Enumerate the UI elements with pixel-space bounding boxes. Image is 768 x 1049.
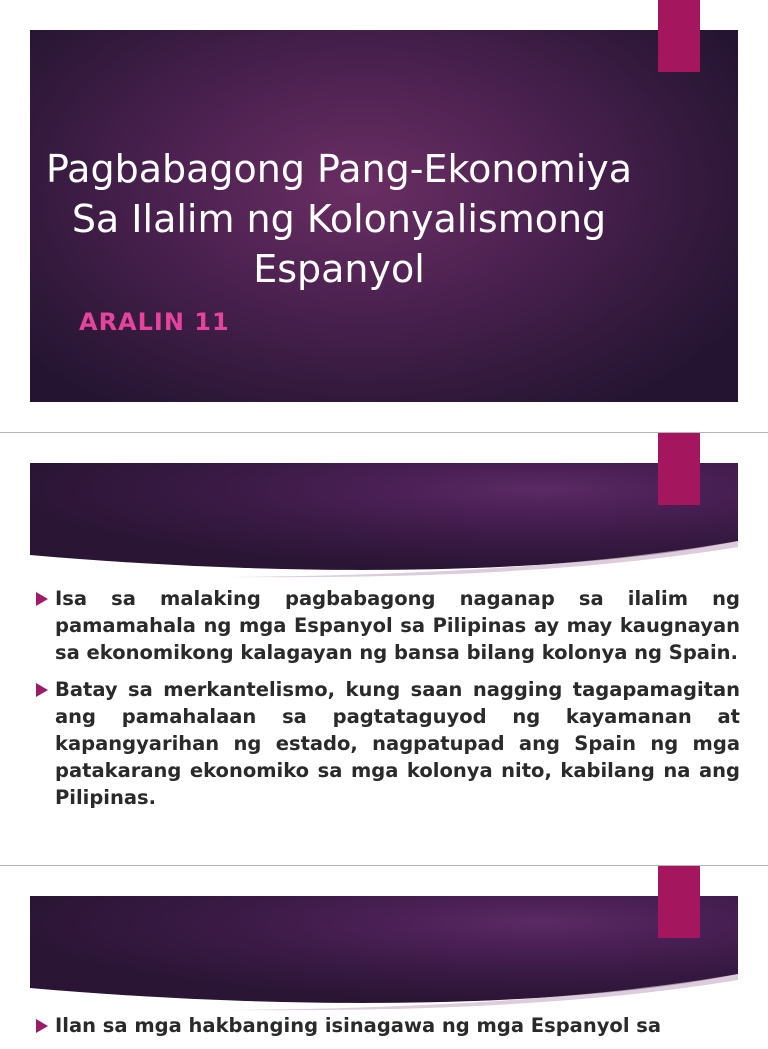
accent-tab — [658, 0, 700, 72]
bullet-item — [34, 585, 740, 666]
bullet-list — [34, 585, 740, 821]
slide-title: Pagbabagong Pang-Ekonomiya Sa Ilalim ng Kolonyalismong Espanyol — [45, 147, 633, 291]
content-slide-2 — [0, 866, 768, 1037]
title-slide — [0, 0, 768, 432]
bullet-item — [34, 1012, 740, 1039]
triangle-bullet-icon — [36, 1019, 48, 1033]
bullet-text: Batay sa merkantelismo, kung saan nagging tagapamagitan ang pamahalaan sa pagtataguyod ng kayamanan at kapangyarihan ng estado, nagpatupad ang Spain ng mga patakarang ekonomiko sa mga kolonya nito, kabilang na ang Pilipinas. — [55, 678, 740, 809]
triangle-bullet-icon — [36, 592, 48, 606]
bullet-text: Isa sa malaking pagbabagong naganap sa ilalim ng pamamahala ng mga Espanyol sa Pilipinas ay may kaugnayan sa ekonomikong kalagayan ng bansa bilang kolonya ng Spain. — [55, 587, 740, 664]
bullet-item — [34, 676, 740, 811]
bullet-list — [34, 1012, 740, 1049]
accent-tab — [658, 866, 700, 938]
slide-header-banner — [30, 463, 738, 583]
accent-tab — [658, 433, 700, 505]
triangle-bullet-icon — [36, 683, 48, 697]
content-slide-1 — [0, 433, 768, 865]
slide-header-banner — [30, 896, 738, 1016]
bullet-text: Ilan sa mga hakbanging isinagawa ng mga Espanyol sa — [55, 1014, 662, 1037]
slide-subtitle: ARALIN 11 — [79, 308, 230, 336]
